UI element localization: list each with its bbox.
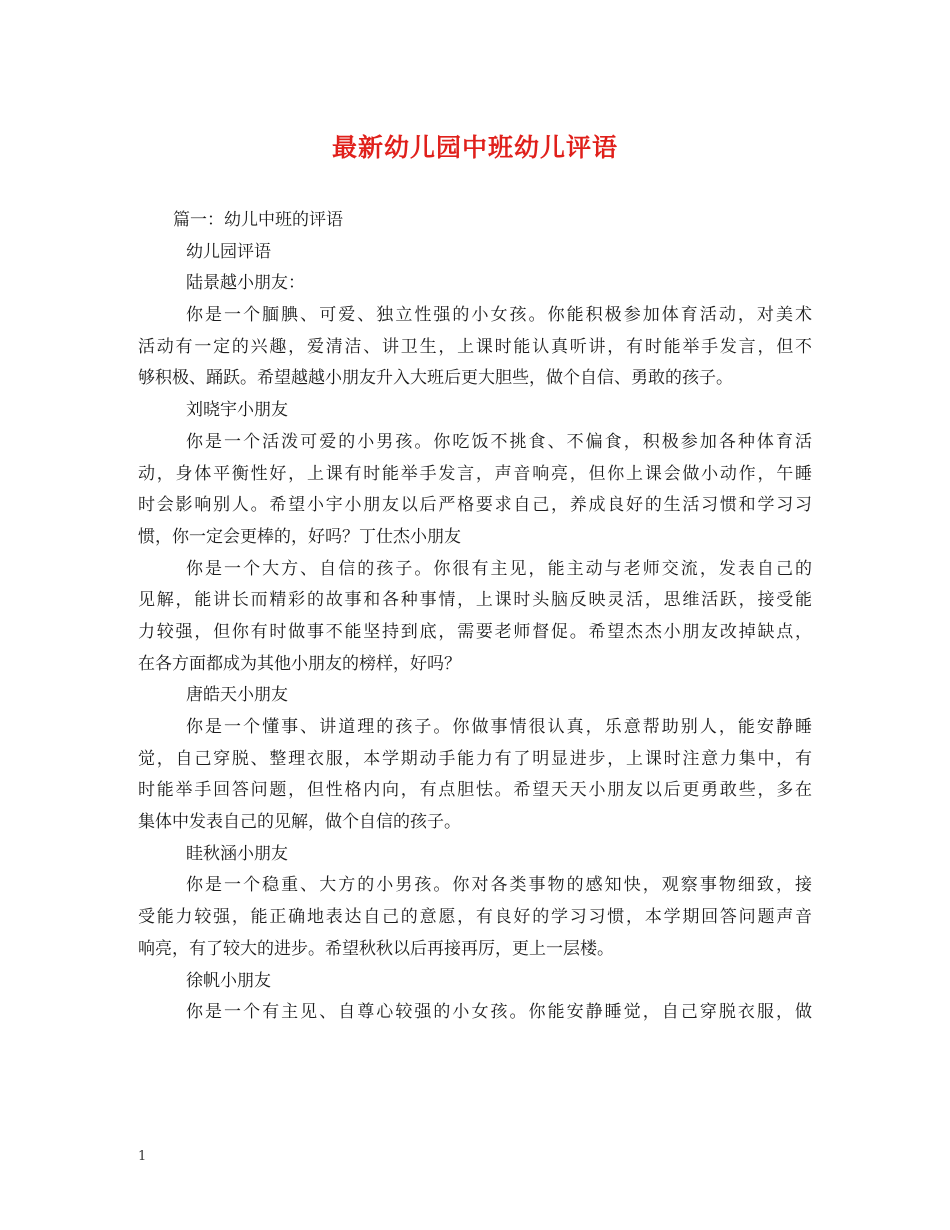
paragraph-line: 活动有一定的兴趣，爱清洁、讲卫生，上课时能认真听讲，有时能举手发言，但不 [138, 336, 812, 357]
document-title: 最新幼儿园中班幼儿评语 [331, 133, 618, 162]
paragraph-line: 在各方面都成为其他小朋友的榜样，好吗？ [138, 653, 461, 674]
paragraph-line: 响亮，有了较大的进步。希望秋秋以后再接再厉，更上一层楼。 [138, 938, 614, 959]
paragraph-line: 时会影响别人。希望小宇小朋友以后严格要求自己，养成良好的生活习惯和学习习 [138, 495, 812, 516]
paragraph-line: 你是一个腼腆、可爱、独立性强的小女孩。你能积极参加体育活动，对美术 [186, 305, 812, 326]
paragraph-line: 够积极、踊跃。希望越越小朋友升入大班后更大胆些，做个自信、勇敢的孩子。 [138, 368, 733, 389]
paragraph-line: 力较强，但你有时做事不能坚持到底，需要老师督促。希望杰杰小朋友改掉缺点， [138, 621, 812, 642]
child-name: 陆景越小朋友： [186, 273, 305, 294]
paragraph-line: 动，身体平衡性好，上课有时能举手发言，声音响亮，但你上课会做小动作，午睡 [138, 463, 812, 484]
paragraph-line: 惯，你一定会更棒的，好吗？丁仕杰小朋友 [138, 526, 461, 547]
child-name: 眭秋涵小朋友 [186, 843, 288, 864]
child-name: 刘晓宇小朋友 [186, 400, 288, 421]
page-number: 1 [138, 1149, 147, 1164]
section-heading: 篇一：幼儿中班的评语 [173, 210, 343, 230]
paragraph-line: 你是一个大方、自信的孩子。你很有主见，能主动与老师交流，发表自己的 [186, 558, 812, 579]
paragraph-line: 你是一个活泼可爱的小男孩。你吃饭不挑食、不偏食，积极参加各种体育活 [186, 431, 812, 452]
paragraph-line: 你是一个懂事、讲道理的孩子。你做事情很认真，乐意帮助别人，能安静睡 [186, 717, 812, 737]
paragraph-line: 时能举手回答问题，但性格内向，有点胆怯。希望天天小朋友以后更勇敢些，多在 [138, 780, 812, 801]
document-body [138, 205, 812, 1029]
child-name: 唐皓天小朋友 [186, 685, 288, 706]
subheading: 幼儿园评语 [186, 241, 271, 262]
child-name: 徐帆小朋友 [186, 970, 271, 991]
paragraph-line: 你是一个有主见、自尊心较强的小女孩。你能安静睡觉，自己穿脱衣服，做 [186, 1002, 812, 1023]
paragraph-line: 见解，能讲长而精彩的故事和各种事情，上课时头脑反映灵活，思维活跃，接受能 [138, 590, 812, 611]
paragraph-line: 你是一个稳重、大方的小男孩。你对各类事物的感知快，观察事物细致，接 [186, 875, 812, 896]
paragraph-line: 受能力较强，能正确地表达自己的意愿，有良好的学习习惯，本学期回答问题声音 [138, 907, 812, 928]
paragraph-line: 集体中发表自己的见解，做个自信的孩子。 [138, 812, 461, 833]
paragraph-line: 觉，自己穿脱、整理衣服，本学期动手能力有了明显进步，上课时注意力集中，有 [138, 748, 812, 769]
